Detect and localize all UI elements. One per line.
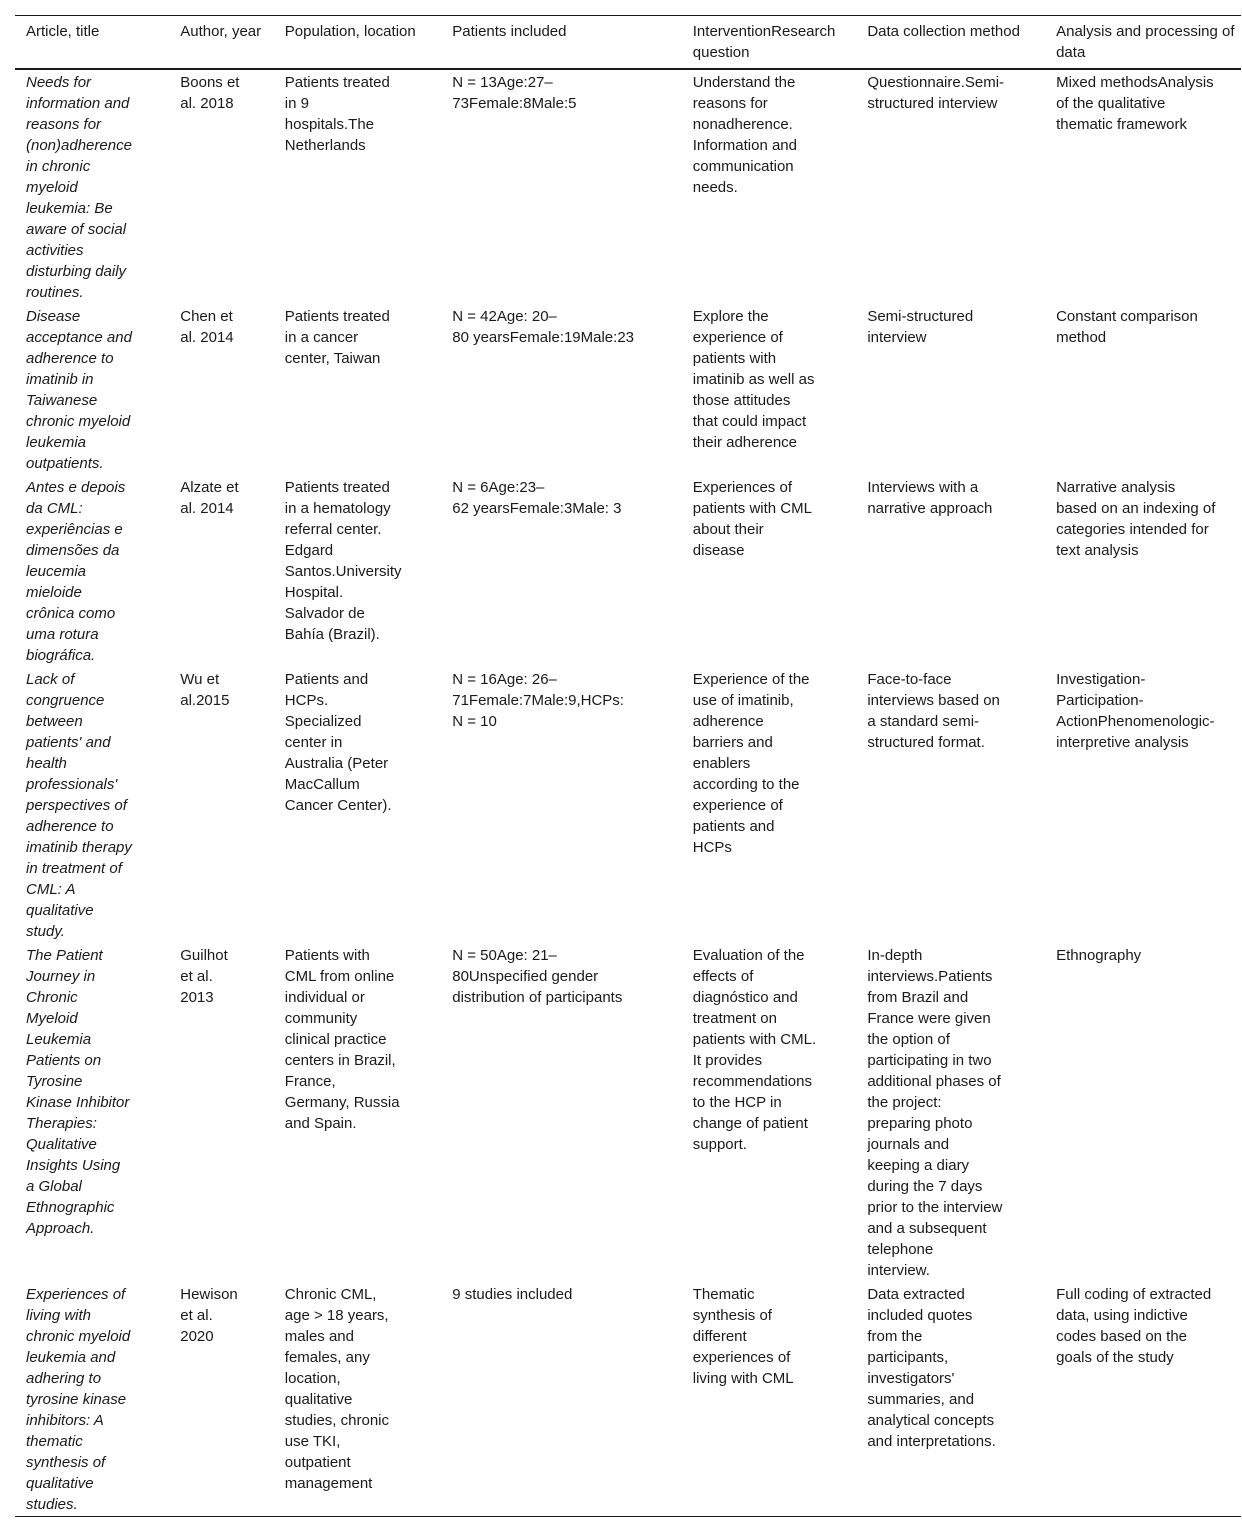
cell-research-question: Evaluation of the effects of diagnóstico and treatment on patients with CML. It provides recommendations to the HCP in change of patient support.: [692, 947, 817, 1153]
cell-article-title: Lack of congruence between patients' and health professionals' perspectives of adherence to imatinib therapy in treatment of CML: A qualitative study.: [26, 671, 132, 940]
cell-patients: N = 16Age: 26– 71Female:7Male:9,HCPs: N = 10: [452, 671, 624, 730]
cell-patients: N = 13Age:27– 73Female:8Male:5: [452, 74, 577, 112]
cell-patients: 9 studies included: [452, 1286, 573, 1303]
cell-author-year: Wu et al.2015: [180, 671, 230, 709]
table-row: [15, 1282, 1241, 1517]
cell-data-collection: Semi-structured interview: [867, 308, 974, 346]
cell-analysis: Investigation- Participation- ActionPhenomenologic- interpretive analysis: [1056, 671, 1215, 751]
cell-analysis: Narrative analysis based on an indexing of categories intended for text analysis: [1056, 479, 1216, 559]
cell-article-title: Antes e depois da CML: experiências e dimensões da leucemia mieloide crônica como uma rotura biográfica.: [26, 479, 126, 664]
cell-research-question: Thematic synthesis of different experiences of living with CML: [692, 1286, 794, 1387]
cell-research-question: Understand the reasons for nonadherence. Information and communication needs.: [692, 74, 797, 196]
cell-analysis: Ethnography: [1056, 947, 1142, 964]
cell-research-question: Explore the experience of patients with imatinib as well as those attitudes that could impact their adherence: [692, 308, 815, 451]
cell-article-title: Disease acceptance and adherence to imatinib in Taiwanese chronic myeloid leukemia outpatients.: [26, 308, 132, 472]
cell-research-question: Experiences of patients with CML about their disease: [692, 479, 812, 559]
cell-patients: N = 6Age:23– 62 yearsFemale:3Male: 3: [452, 479, 622, 517]
cell-analysis: Mixed methodsAnalysis of the qualitative thematic framework: [1056, 74, 1214, 133]
cell-population: Patients and HCPs. Specialized center in Australia (Peter MacCallum Cancer Center).: [284, 671, 392, 814]
cell-author-year: Alzate et al. 2014: [180, 479, 239, 517]
cell-author-year: Boons et al. 2018: [180, 74, 240, 112]
cell-data-collection: In-depth interviews.Patients from Brazil and France were given the option of participating in two additional phases of the project: preparing photo journals and keeping a diary during the 7 days prior to the interview and a subsequent telephone interview.: [867, 947, 1003, 1279]
cell-population: Patients treated in a hematology referral center. Edgard Santos.University Hospital. Salvador de Bahía (Brazil).: [284, 479, 402, 643]
header-analysis: Analysis and processing of data: [1056, 23, 1235, 61]
cell-population: Chronic CML, age > 18 years, males and females, any location, qualitative studies, chronic use TKI, outpatient management: [284, 1286, 389, 1492]
cell-author-year: Guilhot et al. 2013: [180, 947, 228, 1006]
cell-research-question: Experience of the use of imatinib, adherence barriers and enablers according to the experience of patients and HCPs: [692, 671, 810, 856]
cell-author-year: Hewison et al. 2020: [180, 1286, 238, 1345]
cell-population: Patients with CML from online individual or community clinical practice centers in Brazil, France, Germany, Russia and Spain.: [284, 947, 400, 1132]
header-research-question: InterventionResearch question: [692, 23, 836, 61]
header-data-collection: Data collection method: [867, 23, 1020, 40]
table-header-row: [15, 16, 1241, 70]
cell-article-title: The Patient Journey in Chronic Myeloid Leukemia Patients on Tyrosine Kinase Inhibitor Therapies: Qualitative Insights Using a Global Ethnographic Approach.: [26, 947, 130, 1237]
header-article-title: Article, title: [26, 23, 100, 40]
cell-patients: N = 50Age: 21– 80Unspecified gender distribution of participants: [452, 947, 623, 1006]
table-row: [15, 667, 1241, 943]
table-row: [15, 943, 1241, 1282]
table-row: [15, 475, 1241, 667]
cell-article-title: Experiences of living with chronic myeloid leukemia and adhering to tyrosine kinase inhibitors: A thematic synthesis of qualitative studies.: [26, 1286, 131, 1513]
cell-population: Patients treated in a cancer center, Taiwan: [284, 308, 390, 367]
cell-analysis: Full coding of extracted data, using indictive codes based on the goals of the study: [1056, 1286, 1212, 1366]
studies-table: [15, 15, 1241, 1517]
cell-author-year: Chen et al. 2014: [180, 308, 234, 346]
cell-patients: N = 42Age: 20– 80 yearsFemale:19Male:23: [452, 308, 634, 346]
header-patients-included: Patients included: [452, 23, 567, 40]
cell-data-collection: Questionnaire.Semi- structured interview: [867, 74, 1005, 112]
table-row: [15, 69, 1241, 304]
cell-data-collection: Interviews with a narrative approach: [867, 479, 993, 517]
cell-population: Patients treated in 9 hospitals.The Netherlands: [284, 74, 390, 154]
table-row: [15, 304, 1241, 475]
cell-data-collection: Data extracted included quotes from the participants, investigators' summaries, and analytical concepts and interpretations.: [867, 1286, 996, 1450]
header-population-location: Population, location: [284, 23, 416, 40]
cell-analysis: Constant comparison method: [1056, 308, 1198, 346]
cell-data-collection: Face-to-face interviews based on a standard semi- structured format.: [867, 671, 1000, 751]
cell-article-title: Needs for information and reasons for (non)adherence in chronic myeloid leukemia: Be aware of social activities disturbing daily routines.: [26, 74, 132, 301]
header-author-year: Author, year: [180, 23, 262, 40]
